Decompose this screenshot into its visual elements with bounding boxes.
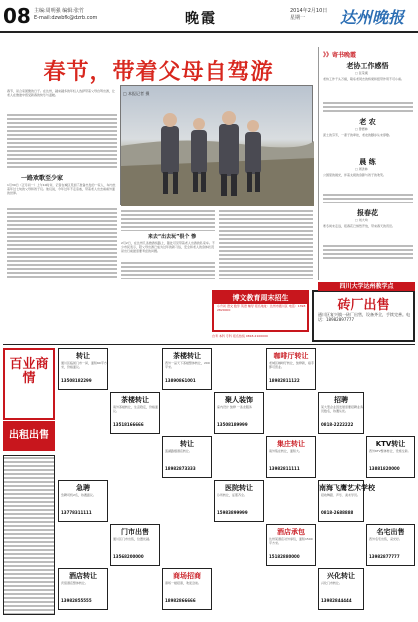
classified-ad-body: 西外一品天下茶楼整体转让，200平米。 [165,361,210,369]
section-name: 晚霞 [185,11,217,27]
classified-ad [366,436,415,478]
classified-ad [266,436,316,478]
classified-ad-title: 名宅出售 [376,528,405,536]
article-headline: 春节，带着父母自驾游 [43,60,274,85]
classified-ad-phone: 13982855555 [61,598,92,603]
classified-ad-title: 集庄转让 [277,440,305,448]
classified-ad-body: 诊所转让，证照齐全。 [217,493,248,497]
classified-ad-body: 西外名宅出售，采光好。 [369,537,403,541]
classified-ad [58,568,108,610]
brickyard-ad-title: 砖厂出售 [337,298,390,313]
classified-ad-title: 茶楼转让 [121,396,149,404]
classified-ad-body: 达州某酒店对外承包，面积1500平方米。 [269,537,313,545]
classified-ad-title: 茶楼转让 [173,352,201,360]
article-lead: 春节，是合家团聚的日子。在达州，越来越多的年轻人选择带着父母自驾出游，让老人在旅途中感受新春的快乐与温暖。 [7,89,116,97]
column-byline: □ 刘大均 [355,218,368,222]
article-continued-head: 来去“出去玩”很个 惨 [147,234,197,240]
column-body: 泥土的芬芳，一辈子的牵挂，老农的脚步从未停歇。 [323,133,393,137]
elderly-people-image [121,86,314,206]
classified-ad-body: 西外KTV整体转让，设施全新。 [369,449,411,453]
newspaper-logo: 达州晚报 [340,8,405,27]
classified-ad-title: 咖啡厅转让 [273,352,309,360]
classified-ad-phone: 13982877777 [369,554,400,559]
classified-ad [58,480,108,522]
page-number: 08 [3,4,31,28]
classified-ad-phone: 13890861001 [165,378,196,383]
classified-ad [162,568,212,610]
column-text [323,244,413,260]
classified-ad [162,348,212,390]
classified-ad-phone: 0818-2688888 [321,510,354,515]
column-byline: □ 周洪林 [355,167,368,171]
rent-sale-banner [3,421,55,451]
classified-ad-body: 招收舞蹈、声乐、美术学员。 [321,493,361,497]
column-byline: □ 曾德林 [355,127,368,131]
subhead-body: 1月30日（正月初一）上午10时许，记者在城区见到了准备出发的一家人，车内坐着年过七旬的父母和孩子们。他们说，今年过年不走亲戚，带着老人出去看看外面的世界。 [7,183,116,195]
issue-date: 2014年2月10日 [290,8,328,14]
classified-ad-body: 南外茶楼转让，生意稳定，价格面议。 [113,405,159,413]
big-banner-title: 百业商情 [9,357,49,386]
column-title: 报春花 [357,209,378,217]
classified-ad-title: 转让 [76,352,90,360]
classified-ad-body: 宾馆酒店整体转让。 [61,581,89,585]
classified-ad-phone: 13881820000 [369,466,400,471]
classified-ad [214,392,264,434]
classified-ad-phone: 13982811111 [269,466,300,471]
column-title: 老 农 [359,118,376,126]
divider [3,344,415,345]
filler-ad-text [3,455,55,615]
classified-ad-title: 医院转让 [225,484,253,492]
classified-ad-title: 聚人装饰 [225,396,253,404]
article-text [121,261,215,279]
classified-ad-body: 南外集庄转让，面积大。 [269,449,303,453]
classified-ad-title: 转让 [180,440,194,448]
classified-ad-title: 急聘 [76,484,90,492]
classified-ad-body: 通川区临街门市一间，面积60平方米，价格面议。 [61,361,107,369]
article-box [3,47,314,280]
university-ad [318,282,415,291]
classified-ad-phone: 13518166666 [113,422,144,427]
article-text [121,209,215,231]
big-banner-ad [3,348,55,420]
classified-ad [318,568,364,610]
education-ad [212,290,309,332]
brickyard-sale-ad [312,290,415,342]
column-title: 老协工作感悟 [346,62,389,70]
classified-ad-phone: 15983899999 [217,510,248,515]
masthead [0,0,418,33]
column-text [323,193,413,203]
classified-ad-phone: 13508189999 [217,422,248,427]
editor-line: 主编:周明强 编辑:张竹 [34,8,84,14]
classified-ad-body: 室内设计 装修 一条龙服务 [217,405,252,409]
sidebar [318,47,415,280]
photo-caption: □ 本报记者 摄 [123,91,150,96]
classified-ad-title: 商场招商 [173,572,201,580]
column-title: 晨 练 [359,158,376,166]
column-body: 老协工作千头万绪，联系老同志的桥梁和纽带作用不可小看。 [323,77,405,81]
classified-ad-phone: 15182880000 [269,554,300,559]
classified-ad-title: 招聘 [334,396,348,404]
article-text [7,113,117,169]
article-subhead: 一路欢歌至少家 [21,175,64,182]
education-ad-body: 小升初 语文 数学 英语 辅导 报名地址：达州市通川区 电话：13982820000 [217,304,306,312]
classified-ad-phone: 18982866666 [165,598,196,603]
column-text [323,101,413,113]
classified-ad-body: 老城区咖啡厅转让，装修新，接手即可营业。 [269,361,315,369]
rent-sale-title: 出租出售 [9,430,49,441]
classified-ad-body: 通川区门市出售，位置优越。 [113,537,153,541]
education-ad-title: 博文教育周末招生 [214,292,307,304]
sidebar-header: 》》寄书晚霞 [323,52,357,59]
classified-ad-body: 某大型企业因发展需要招聘业务员数名，待遇从优。 [321,405,364,413]
classified-ad-title: 酒店转让 [69,572,97,580]
classified-ad [110,524,160,566]
classified-ad-title: 酒店承包 [277,528,305,536]
classified-ad [214,480,264,522]
classified-ad [266,524,316,566]
classified-ad [366,524,415,566]
classified-ad [162,436,212,478]
classified-ad-body: 兴化门市转让。 [321,581,343,585]
column-body: 公园里的晨光，伴着太极的身影与孩子的欢笑。 [323,173,387,177]
classified-ad-phone: 13568200000 [113,554,144,559]
classified-ad [318,480,375,522]
classified-ad-title: 门市出售 [121,528,149,536]
column-byline: □ 张景模 [355,71,368,75]
article-photo [120,85,313,205]
classified-ad-body: 莲湖路烟酒店转让。 [165,449,193,453]
classified-ad [318,392,364,434]
university-ad-body: 自考 本科 专科 报名热线 0818-2100000 [212,334,268,338]
classified-ad-phone: 13982844444 [321,598,352,603]
classified-ad-phone: 18982873333 [165,466,196,471]
classified-ad-phone: 13778311111 [61,510,92,515]
classified-ad-phone: 0818-2222222 [321,422,354,427]
university-ad-title: 四川大学达州教学点 [339,283,394,290]
classified-ad-phone: 18982811122 [269,378,300,383]
classified-ad-title: 南海飞鹰艺术学校 [319,484,375,492]
classified-ad [266,348,316,390]
classified-ad [58,348,108,390]
classified-ad-body: 商场一楼招商，欢迎洽谈。 [165,581,202,585]
classified-ad-phone: 13508182299 [61,378,92,383]
article-text [219,209,313,279]
classified-ad-body: 急聘司机2名，待遇面议。 [61,493,96,497]
column-body: 寒冬尚未走远，报春花已悄然开放，带来春天的讯息。 [323,224,396,228]
issue-weekday: 星期一 [290,15,306,21]
classified-ad [110,392,160,434]
classified-ad-title: 兴化转让 [327,572,355,580]
article-text [7,207,117,279]
continued-body: 2月2日，在达州几条旅游线路上，随处可见带着老人出游的私家车。不少市民表示，陪父母出游已成为过年的新习俗，安全和老人的身体状况是出行前最需要考虑的问题。 [121,241,215,253]
brickyard-ad-body: 通川区复兴镇一砖厂出售，设备齐全，手续完善。电话：18982897777 [318,312,410,322]
editor-email: E-mail:dzwbfk@dzrb.com [34,15,98,21]
classified-ad-title: KTV转让 [375,440,406,448]
